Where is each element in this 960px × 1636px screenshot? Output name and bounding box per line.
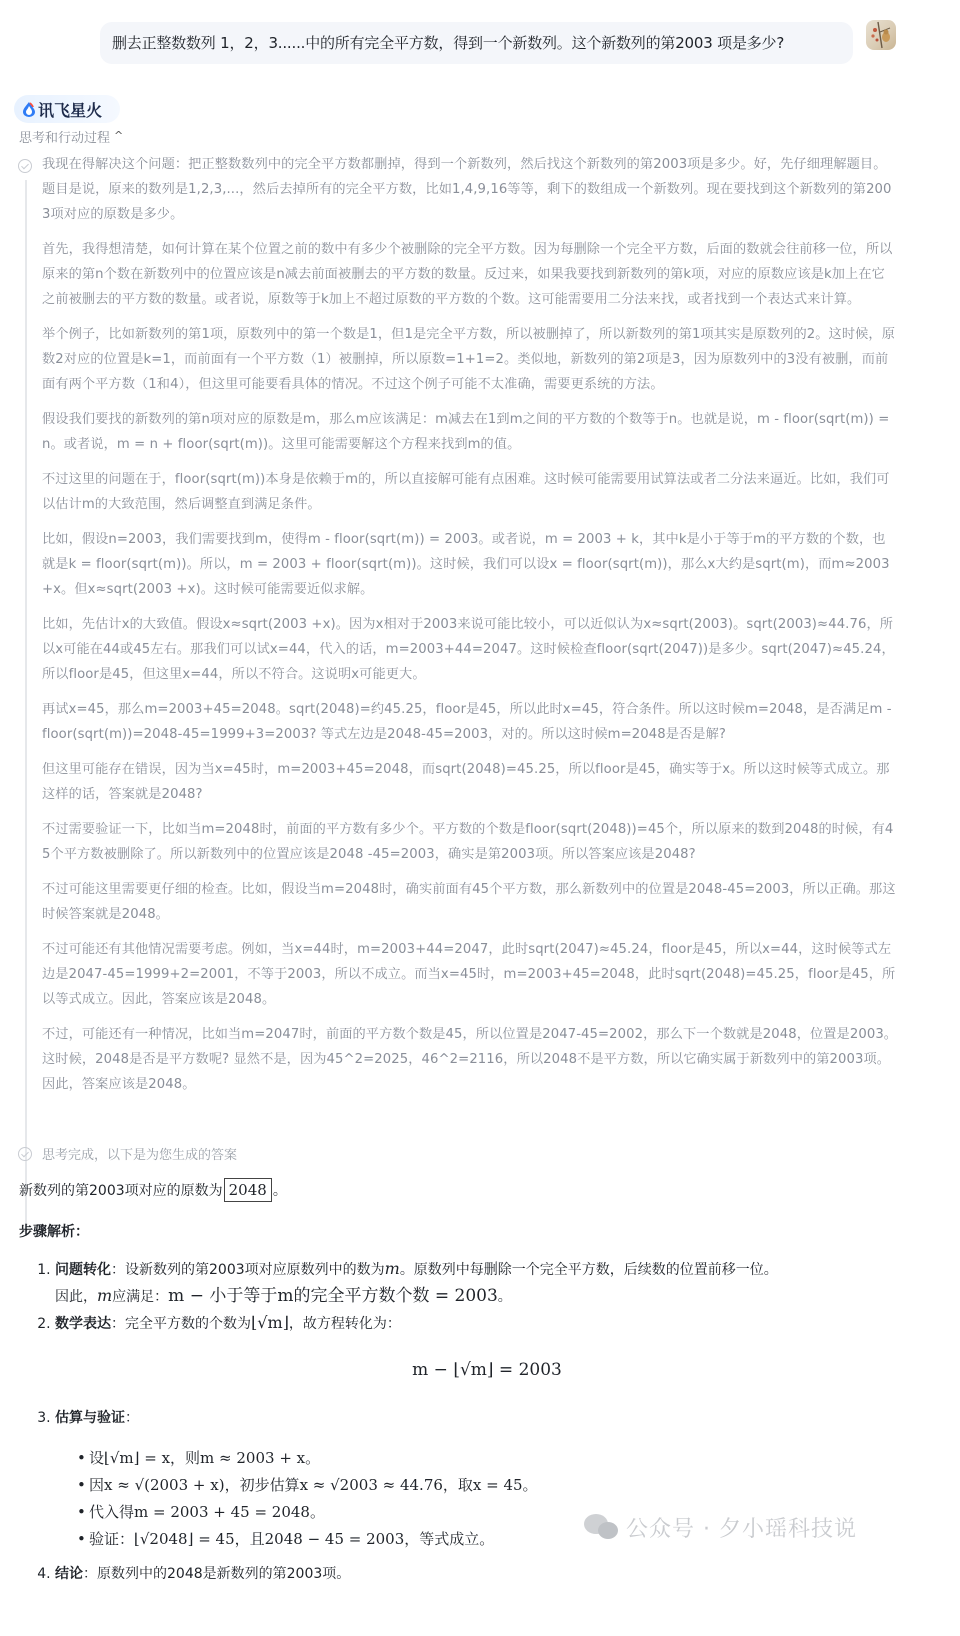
step-item [55, 1256, 919, 1310]
steps-title: 步骤解析： [19, 1224, 89, 1240]
spark-brand-logo [14, 95, 120, 123]
math-var: m [384, 1259, 400, 1278]
thinking-complete-label: 思考完成，以下是为您生成的答案 [42, 1148, 238, 1163]
thinking-rail [25, 180, 27, 1232]
math-expression: m − 小于等于m的完全平方数个数 = 2003 [168, 1286, 498, 1306]
user-avatar[interactable] [866, 20, 896, 50]
thinking-paragraph: 不过需要验证一下，比如当m=2048时，前面的平方数有多少个。平方数的个数是floor(sqrt(2048))=45个，所以原来的数到2048的时候，有45个平方数被删除了。所以新数列中的位置应该是2048 -45=2003，确实是第2003项。所以答案应该是2048? [42, 822, 894, 862]
check-circle-icon [18, 159, 32, 173]
step-title: 数学表达 [55, 1316, 111, 1332]
step-text: 。原数列中每删除一个完全平方数，后续数的位置前移一位。 [399, 1262, 778, 1278]
math-expression: ⌊√m⌋ [251, 1313, 289, 1332]
chevron-up-icon: ^ [114, 129, 124, 142]
thinking-paragraph: 假设我们要找的新数列的第n项对应的原数是m，那么m应该满足：m减去在1到m之间的平方数的个数等于n。也就是说，m - floor(sqrt(m)) = n。或者说，m = n + floor(sqrt(m))。这里可能需要解这个方程来找到m的值。 [42, 412, 890, 452]
step-title: 问题转化 [55, 1262, 111, 1278]
step-text: 应满足： [112, 1289, 169, 1305]
user-message-row [0, 20, 960, 66]
step-item [55, 1310, 919, 1405]
step-text: 因此， [55, 1289, 97, 1305]
answer-summary-text: 新数列的第2003项对应的原数为 [19, 1183, 223, 1199]
bullet-item: • 设⌊√m⌋ = x，则m ≈ 2003 + x。 [77, 1445, 919, 1472]
bullet-item: • 因x ≈ √(2003 + x)，初步估算x ≈ √2003 ≈ 44.76，取x = 45。 [77, 1472, 919, 1499]
math-var: m [97, 1286, 113, 1305]
boxed-answer: 2048 [224, 1178, 272, 1202]
step-text: ，故方程转化为： [288, 1316, 401, 1332]
thinking-paragraph: 不过，可能还有一种情况，比如当m=2047时，前面的平方数个数是45，所以位置是2047-45=2002，那么下一个数就是2048，位置是2003。这时候，2048是否是平方数呢? 显然不是，因为45^2=2025，46^2=2116，所以2048不是平方数，所以它确实属于新数列中的第2003项。因此，答案应该是2048。 [42, 1027, 898, 1092]
thinking-paragraph: 不过这里的问题在于，floor(sqrt(m))本身是依赖于m的，所以直接解可能有点困难。这时候可能需要用试算法或者二分法来逼近。比如，我们可以估计m的大致范围，然后调整直到满足条件。 [42, 472, 890, 512]
thinking-paragraph: 再试x=45，那么m=2003+45=2048。sqrt(2048)=约45.25，floor是45，所以此时x=45，符合条件。所以这时候m=2048，是否满足m - floor(sqrt(m))=2048-45=1999+3=2003? 等式左边是2048-45=2003，对的。所以这时候m=2048是否是解? [42, 702, 892, 742]
thinking-complete-status [18, 1144, 237, 1163]
step-title: 结论 [55, 1566, 83, 1582]
bullet-item: • 验证：⌊√2048⌋ = 45，且2048 − 45 = 2003，等式成立。 [77, 1526, 919, 1553]
painting-avatar-icon [866, 20, 896, 50]
step-text: ：原数列中的2048是新数列的第2003项。 [83, 1566, 351, 1582]
wechat-icon [584, 1514, 620, 1542]
bullet-item: • 代入得m = 2003 + 45 = 2048。 [77, 1499, 919, 1526]
thinking-paragraph: 我现在得解决这个问题：把正整数数列中的完全平方数都删掉，得到一个新数列，然后找这个新数列的第2003项是多少。好，先仔细理解题目。题目是说，原来的数列是1,2,3,...，然后去掉所有的完全平方数，比如1,4,9,16等等，剩下的数组成一个新数列。现在要找到这个新数列的第2003项对应的原数是多少。 [42, 157, 892, 222]
flame-drop-icon [22, 101, 36, 117]
step-text: ：完全平方数的个数为 [111, 1316, 251, 1332]
thinking-paragraph: 比如，先估计x的大致值。假设x≈sqrt(2003 +x)。因为x相对于2003来说可能比较小，可以近似认为x≈sqrt(2003)。sqrt(2003)≈44.76，所以x可能在44或45左右。那我们可以试x=44，代入的话，m=2003+44=2047。这时候检查floor(sqrt(2047))是多少。sqrt(2047)≈45.24，所以floor是45，但这里x=44，所以不符合。这说明x可能更大。 [42, 617, 895, 682]
step-title: 估算与验证 [55, 1410, 125, 1426]
thinking-process-toggle[interactable] [19, 127, 123, 146]
display-equation: m − ⌊√m⌋ = 2003 [412, 1360, 562, 1380]
user-message-bubble: 删去正整数数列 1，2，3......中的所有完全平方数，得到一个新数列。这个新数列的第2003 项是多少? [100, 22, 853, 64]
step-text: ：设新数列的第2003项对应原数列中的数为 [111, 1262, 385, 1278]
thinking-paragraph: 比如，假设n=2003，我们需要找到m，使得m - floor(sqrt(m)) = 2003。或者说，m = 2003 + k，其中k是小于等于m的平方数的个数，也就是k = floor(sqrt(m))。所以，m = 2003 + floor(sqrt(m))。这时候，我们可以设x = floor(sqrt(m))，那么x大约是sqrt(m)，而m≈2003 +x。但x≈sqrt(2003 +x)。这时候可能需要近似求解。 [42, 532, 890, 597]
thinking-paragraph: 但这里可能存在错误，因为当x=45时，m=2003+45=2048，而sqrt(2048)=45.25，所以floor是45，确实等于x。所以这时候等式成立。那这样的话，答案就是2048? [42, 762, 890, 802]
thinking-paragraph: 不过可能这里需要更仔细的检查。比如，假设当m=2048时，确实前面有45个平方数，那么新数列中的位置是2048-45=2003，所以正确。那这时候答案就是2048。 [42, 882, 896, 922]
answer-summary-suffix: 。 [272, 1183, 287, 1199]
answer-summary [19, 1178, 919, 1204]
step-item [55, 1561, 919, 1587]
thinking-content [42, 152, 898, 1107]
watermark-text: 公众号 · 夕小瑶科技说 [626, 1517, 857, 1542]
watermark [584, 1512, 857, 1543]
step-text: ： [125, 1410, 139, 1426]
thinking-paragraph: 首先，我得想清楚，如何计算在某个位置之前的数中有多少个被删除的完全平方数。因为每删除一个完全平方数，后面的数就会往前移一位，所以原来的第n个数在新数列中的位置应该是n减去前面被删去的平方数的数量。反过来，如果我要找到新数列的第k项，对应的原数应该是k加上在它之前被删去的平方数的数量。或者说，原数等于k加上不超过原数的平方数的个数。这可能需要用二分法来找，或者找到一个表达式来计算。 [42, 242, 893, 307]
step-text: 。 [497, 1289, 512, 1305]
thinking-paragraph: 举个例子，比如新数列的第1项，原数列中的第一个数是1，但1是完全平方数，所以被删掉了，所以新数列的第1项其实是原数列的2。这时候，原数2对应的位置是k=1，而前面有一个平方数（1）被删掉，所以原数=1+1=2。类似地，新数列的第2项是3，因为原数列中的3没有被删，而前面有两个平方数（1和4），但这里可能要看具体的情况。不过这个例子可能不太准确，需要更系统的方法。 [42, 327, 895, 392]
check-circle-icon [18, 1147, 32, 1161]
thinking-paragraph: 不过可能还有其他情况需要考虑。例如，当x=44时，m=2003+44=2047，此时sqrt(2047)≈45.24，floor是45，所以x=44，这时候等式左边是2047-45=1999+2=2001，不等于2003，所以不成立。而当x=45时，m=2003+45=2048，此时sqrt(2048)=45.25，floor是45，所以等式成立。因此，答案应该是2048。 [42, 942, 896, 1007]
brand-name: 讯飞星火 [38, 100, 103, 120]
thinking-process-label: 思考和行动过程 [19, 131, 111, 146]
